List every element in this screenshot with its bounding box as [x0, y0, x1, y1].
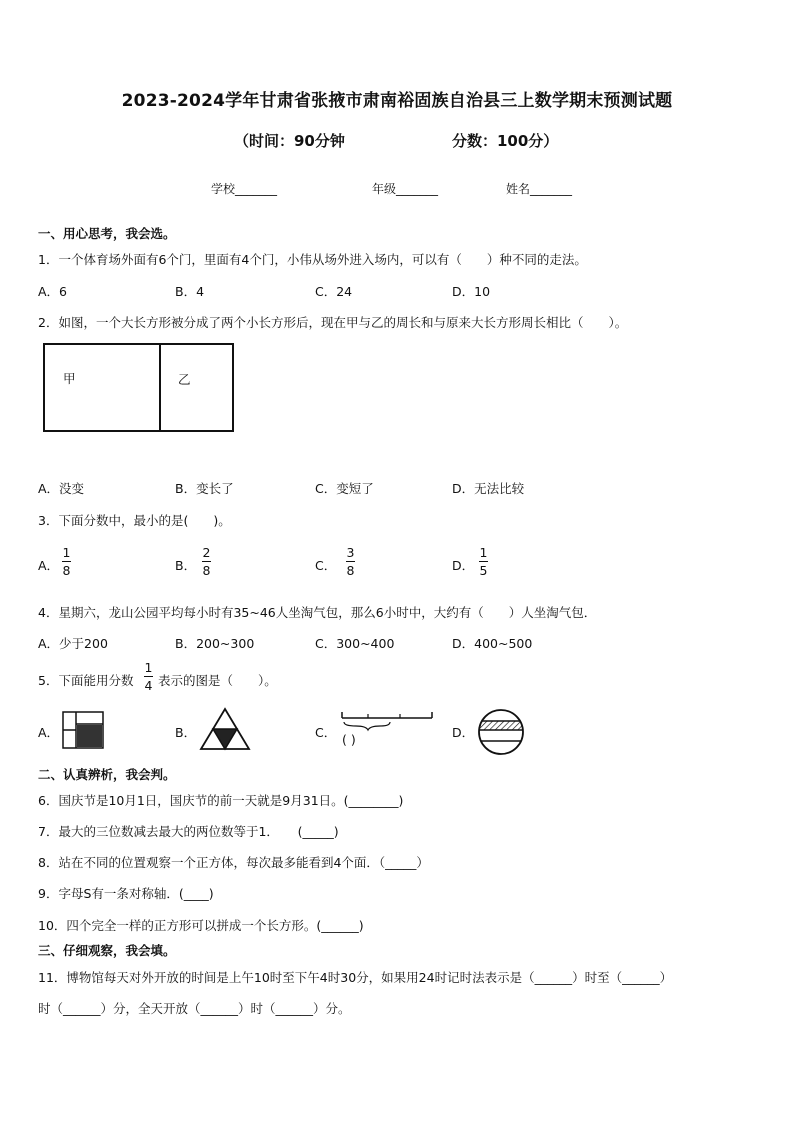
- question-8: 8．站在不同的位置观察一个正方体，每次最多能看到4个面．（_____）: [38, 855, 429, 870]
- name-field: 姓名_______: [506, 182, 573, 196]
- q3-option-a-prefix: A．: [38, 558, 60, 573]
- q5-option-c: C．: [315, 725, 337, 740]
- q1-option-d: D．10: [452, 284, 491, 299]
- q3-option-b-prefix: B．: [175, 558, 197, 573]
- rectangle-divider: [159, 345, 161, 430]
- section-3-heading: 三、仔细观察，我会填。: [38, 943, 176, 958]
- q5-option-b: B．: [175, 725, 197, 740]
- segmented-line-figure: [340, 710, 435, 734]
- q1-option-b: B．4: [175, 284, 205, 299]
- q3-fraction-b: [202, 546, 211, 577]
- q4-option-b: B．200~300: [175, 636, 255, 651]
- circle-figure: [477, 708, 525, 756]
- q3-fraction-a: [62, 546, 71, 577]
- q5-option-d: D．: [452, 725, 475, 740]
- q3-fraction-c: [346, 546, 355, 577]
- denominator: 8: [62, 563, 71, 578]
- question-4: 4．星期六，龙山公园平均每小时有35~46人坐淘气包，那么6小时中，大约有（ ）人坐淘气包．: [38, 605, 597, 620]
- section-2-heading: 二、认真辨析，我会判。: [38, 767, 176, 782]
- q5-c-bracket: ( ): [342, 732, 356, 747]
- triangle-figure: [199, 707, 251, 751]
- numerator: 3: [346, 545, 355, 560]
- denominator: 8: [202, 563, 211, 578]
- question-2: 2．如图，一个大长方形被分成了两个小长方形后，现在甲与乙的周长和与原来大长方形周长相比（ ）。: [38, 315, 628, 330]
- denominator: 8: [346, 563, 355, 578]
- q1-option-c: C．24: [315, 284, 353, 299]
- q2-option-a: A．没变: [38, 481, 85, 496]
- numerator: 1: [479, 545, 488, 560]
- q4-option-c: C．300~400: [315, 636, 395, 651]
- question-5-start: 5．下面能用分数: [38, 673, 134, 688]
- numerator: 1: [144, 660, 153, 675]
- q1-option-a: A．6: [38, 284, 68, 299]
- question-6: 6．国庆节是10月1日，国庆节的前一天就是9月31日。(________): [38, 793, 404, 808]
- school-field: 学校_______: [211, 182, 278, 196]
- q3-fraction-d: [479, 546, 488, 577]
- question-3: 3．下面分数中，最小的是( )。: [38, 513, 231, 528]
- exam-score: 分数：100分）: [452, 132, 559, 150]
- denominator: 5: [479, 563, 488, 578]
- divided-rectangle-figure: [43, 343, 234, 432]
- q4-option-a: A．少于200: [38, 636, 108, 651]
- question-11-line-2: 时（______）分，全天开放（______）时（______）分。: [38, 1001, 351, 1016]
- q2-option-b: B．变长了: [175, 481, 234, 496]
- question-9: 9．字母S有一条对称轴．(____): [38, 886, 214, 901]
- question-7: 7．最大的三位数减去最大的两位数等于1． (_____): [38, 824, 339, 839]
- question-1: 1．一个体育场外面有6个门，里面有4个门，小伟从场外进入场内，可以有（ ）种不同的走法。: [38, 252, 587, 267]
- question-11-line-1: 11．博物馆每天对外开放的时间是上午10时至下午4时30分，如果用24时记时法表示是（______）时至（______）: [38, 970, 673, 985]
- q2-option-c: C．变短了: [315, 481, 374, 496]
- q3-option-d-prefix: D．: [452, 558, 475, 573]
- label-jia: 甲: [63, 371, 76, 386]
- page-title: 2023-2024学年甘肃省张掖市肃南裕固族自治县三上数学期末预测试题: [121, 91, 673, 111]
- exam-time: （时间：90分钟: [234, 132, 345, 150]
- label-yi: 乙: [178, 372, 191, 387]
- question-5-end: 表示的图是（ ）。: [158, 673, 277, 688]
- square-grid-figure: [62, 711, 104, 749]
- q2-option-d: D．无法比较: [452, 481, 525, 496]
- question-10: 10．四个完全一样的正方形可以拼成一个长方形。(______): [38, 918, 364, 933]
- q4-option-d: D．400~500: [452, 636, 533, 651]
- denominator: 4: [144, 678, 153, 693]
- q5-option-a: A．: [38, 725, 60, 740]
- grade-field: 年级_______: [372, 182, 439, 196]
- q3-option-c-prefix: C．: [315, 558, 337, 573]
- q5-fraction: [144, 661, 153, 692]
- numerator: 1: [62, 545, 71, 560]
- numerator: 2: [202, 545, 211, 560]
- section-1-heading: 一、用心思考，我会选。: [38, 226, 176, 241]
